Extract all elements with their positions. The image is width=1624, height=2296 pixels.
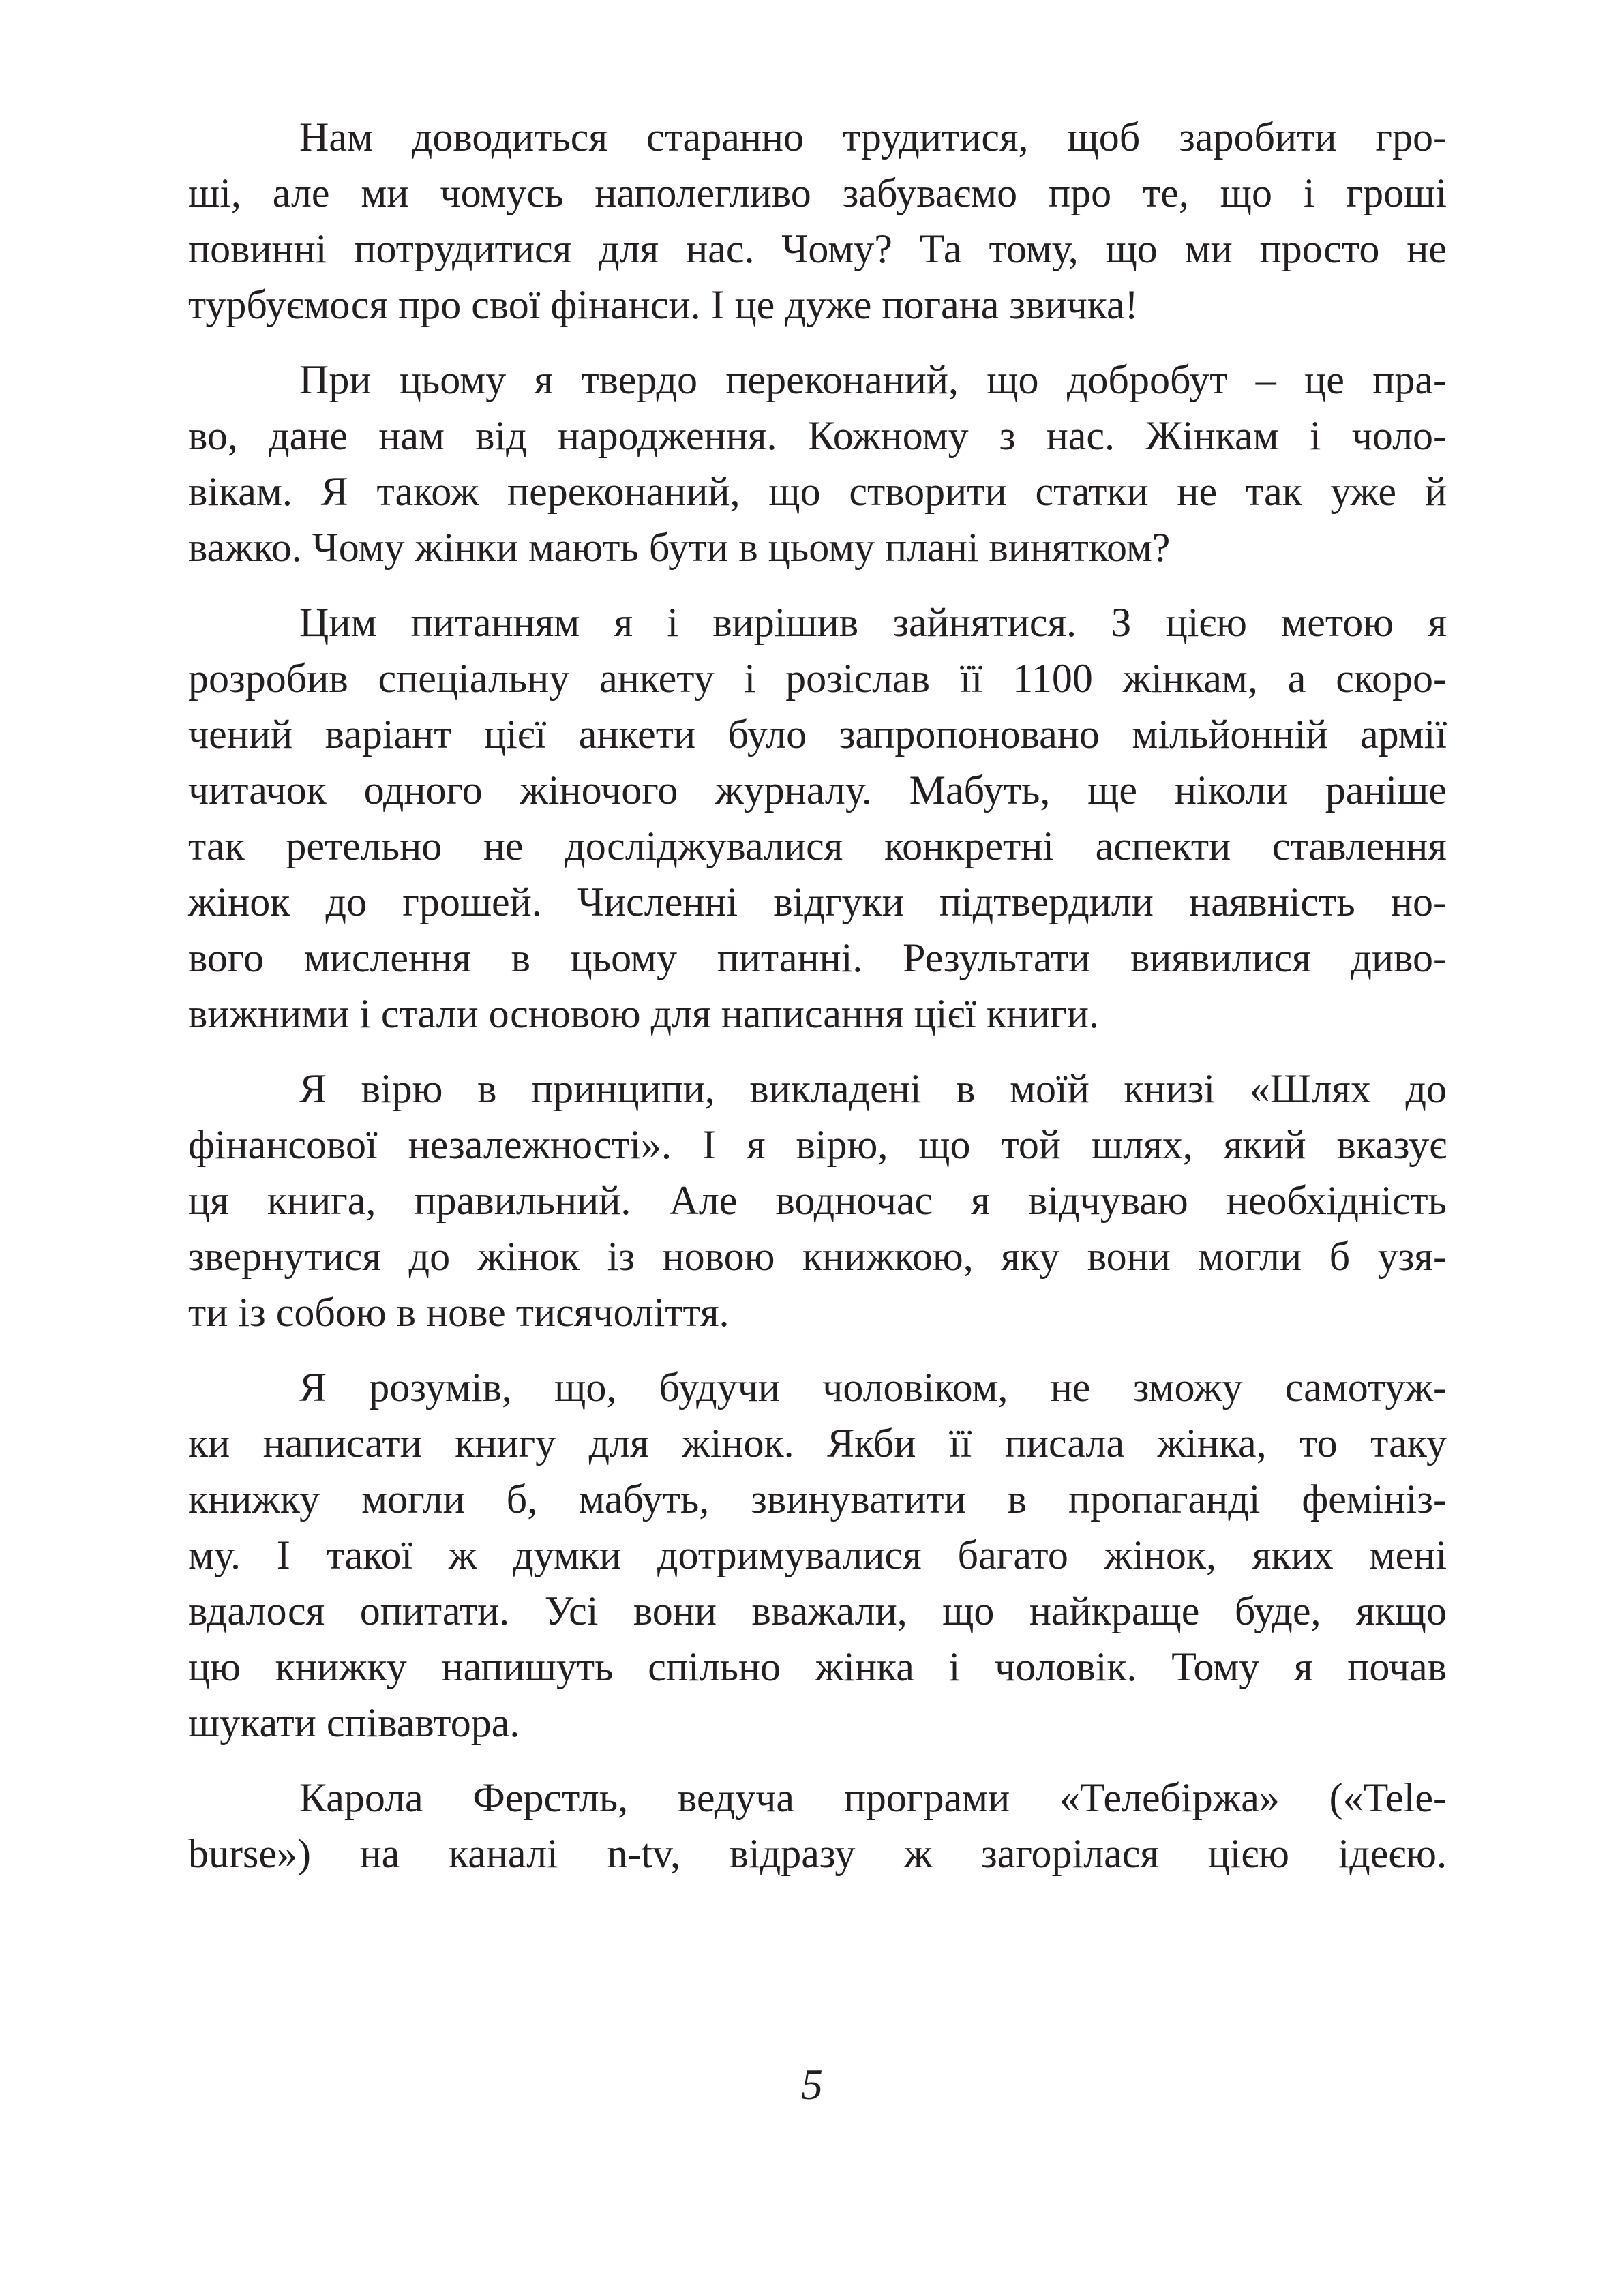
text-line: Я вірю в принципи, викладені в моїй книзі «Шлях до <box>299 1066 1447 1111</box>
body-text <box>188 109 1447 1901</box>
text-line: му. І такої ж думки дотримувалися багато жінок, яких мені <box>188 1532 1447 1577</box>
text-line: Я розумів, що, будучи чоловіком, не зможу самотуж- <box>299 1365 1447 1410</box>
text-line: важко. Чому жінки мають бути в цьому плані винятком? <box>188 525 1171 570</box>
paragraph-1 <box>188 109 1447 333</box>
text-line: ки написати книгу для жінок. Якби її писала жінка, то таку <box>188 1421 1447 1466</box>
paragraph-6 <box>188 1770 1447 1882</box>
paragraph-3 <box>188 594 1447 1042</box>
text-line: розробив спеціальну анкету і розіслав її 1100 жінкам, а скоро- <box>188 656 1447 701</box>
text-line: звернутися до жінок із новою книжкою, яку вони могли б узя- <box>188 1234 1447 1279</box>
paragraph-4 <box>188 1061 1447 1340</box>
text-line: шукати співавтора. <box>188 1700 520 1745</box>
text-line: так ретельно не досліджувалися конкретні аспекти ставлення <box>188 824 1447 868</box>
text-line: турбуємося про свої фінанси. І це дуже погана звичка! <box>188 282 1139 327</box>
text-line: жінок до грошей. Численні відгуки підтвердили наявність но- <box>188 879 1447 924</box>
text-line: повинні потрудитися для нас. Чому? Та тому, що ми просто не <box>188 226 1447 271</box>
text-line: ти із собою в нове тисячоліття. <box>188 1290 730 1335</box>
text-line: чений варіант цієї анкети було запропоновано мільйонній армії <box>188 712 1447 757</box>
text-line: Карола Ферстль, ведуча програми «Телебіржа» («Tele- <box>299 1775 1447 1820</box>
text-line: burse») на каналі n-tv, відразу ж загорілася цією ідеєю. <box>188 1831 1447 1876</box>
text-line: цю книжку напишуть спільно жінка і чоловік. Тому я почав <box>188 1644 1447 1689</box>
paragraph-5 <box>188 1359 1447 1751</box>
text-line: фінансової незалежності». І я вірю, що той шлях, який вказує <box>188 1122 1447 1167</box>
text-line: вікам. Я також переконаний, що створити статки не так уже й <box>188 469 1447 514</box>
text-line: Нам доводиться старанно трудитися, щоб заробити гро- <box>299 115 1447 160</box>
text-line: вижними і стали основою для написання цієї книги. <box>188 991 1099 1036</box>
text-line: читачок одного жіночого журналу. Мабуть, ще ніколи раніше <box>188 768 1447 813</box>
text-line: во, дане нам від народження. Кожному з нас. Жінкам і чоло- <box>188 413 1447 458</box>
paragraph-2 <box>188 352 1447 575</box>
text-line: ця книга, правильний. Але водночас я відчуваю необхідність <box>188 1178 1447 1223</box>
text-line: книжку могли б, мабуть, звинуватити в пропаганді фемініз- <box>188 1477 1447 1522</box>
page-number: 5 <box>801 2060 823 2109</box>
text-line: Цим питанням я і вирішив зайнятися. З цією метою я <box>299 600 1447 645</box>
text-line: ші, але ми чомусь наполегливо забуваємо про те, що і гроші <box>188 170 1447 215</box>
text-line: вдалося опитати. Усі вони вважали, що найкраще буде, якщо <box>188 1588 1447 1633</box>
text-line: вого мислення в цьому питанні. Результати виявилися диво- <box>188 935 1447 980</box>
text-line: При цьому я твердо переконаний, що добробут – це пра- <box>299 357 1447 402</box>
